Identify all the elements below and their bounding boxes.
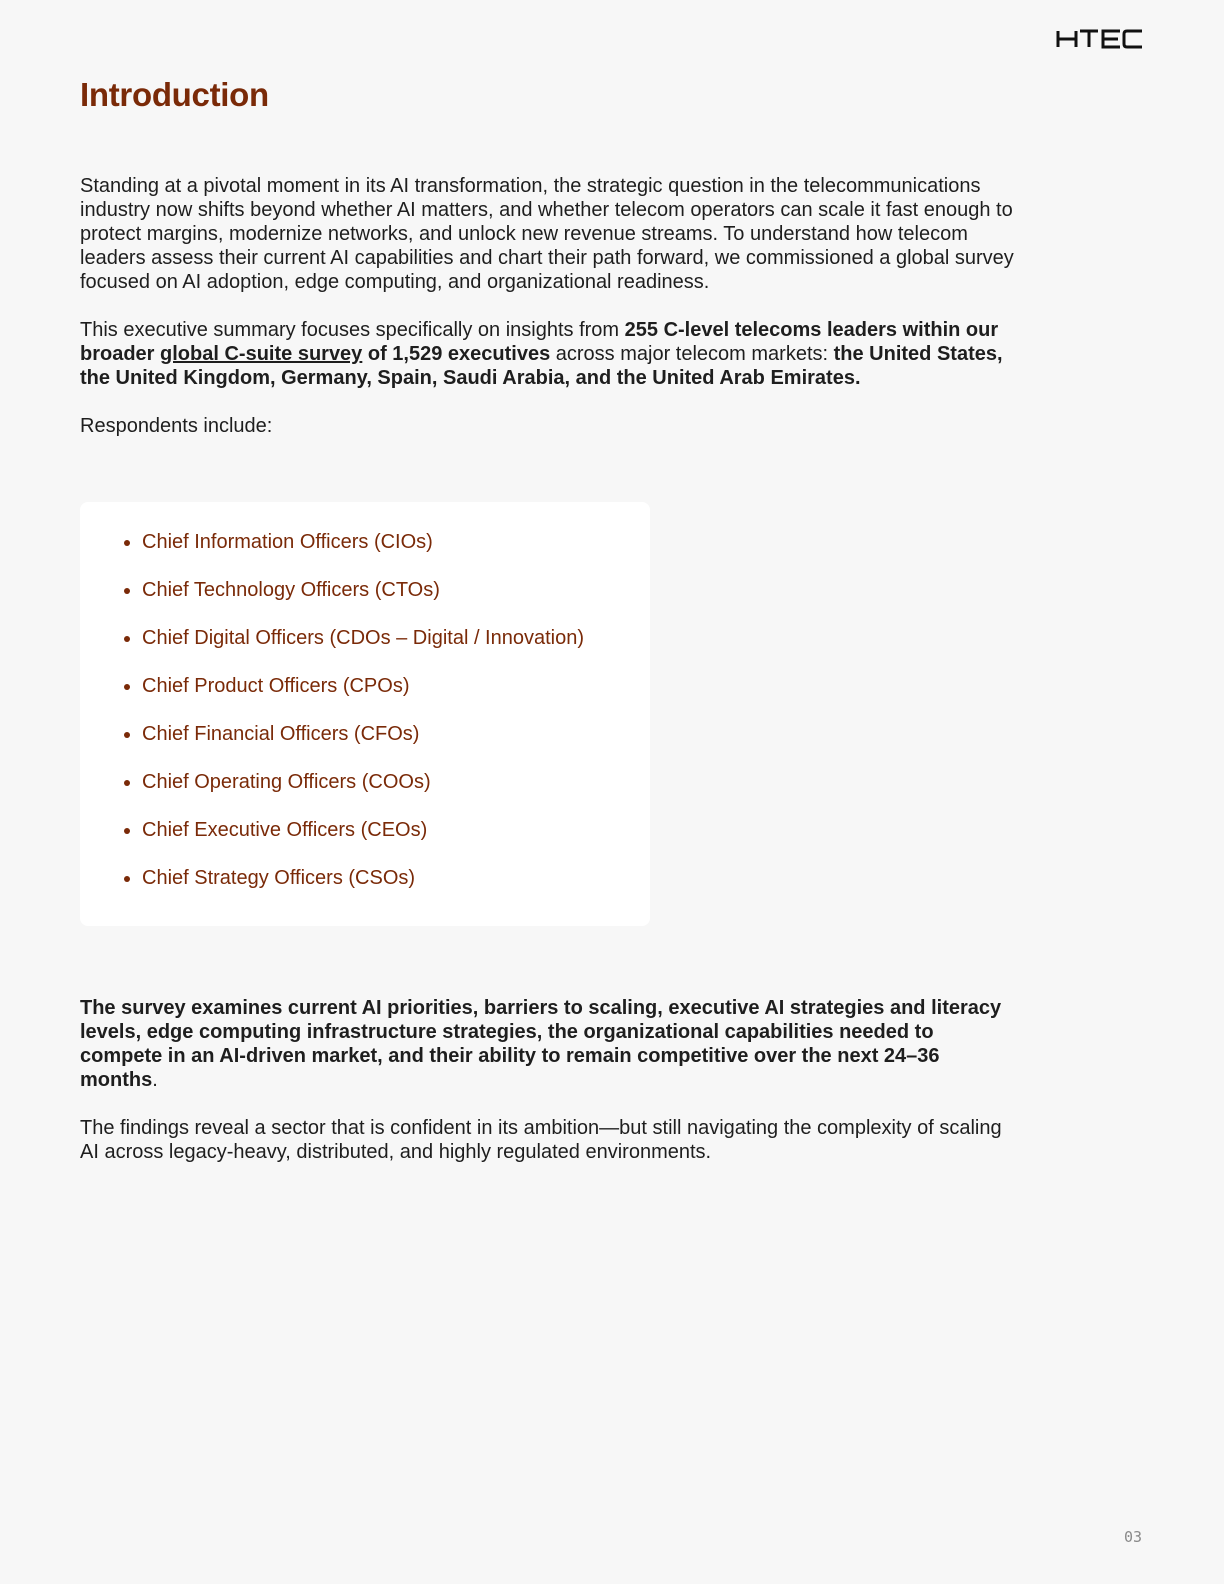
list-item: • Chief Product Officers (CPOs) <box>142 674 650 698</box>
conclusion-content <box>80 996 1020 1164</box>
summary-bold-3: the United States, the United Kingdom, Germany, Spain, Saudi Arabia, and the United Arab Emirates. <box>80 343 1003 389</box>
list-item: • Chief Financial Officers (CFOs) <box>142 722 650 746</box>
list-item: • Chief Digital Officers (CDOs – Digital / Innovation) <box>142 626 650 650</box>
intro-paragraph: Standing at a pivotal moment in its AI transformation, the strategic question in the telecommunications industry now shifts beyond whether AI matters, and whether telecom operators can scale it fast enough to protect margins, modernize networks, and unlock new revenue streams. To understand how telecom leaders assess their current AI capabilities and chart their path forward, we commissioned a global survey focused on AI adoption, edge computing, and organizational readiness. <box>80 175 1014 293</box>
logo-text <box>1056 50 1057 51</box>
list-item: • Chief Operating Officers (COOs) <box>142 770 650 794</box>
respondents-label: Respondents include: <box>80 415 273 437</box>
survey-scope-end: . <box>152 1069 158 1091</box>
survey-scope-bold: The survey examines current AI priorities, barriers to scaling, executive AI strategies and literacy levels, edge computing infrastructure strategies, the organizational capabilities needed to compete in an AI-driven market, and their ability to remain competitive over the next 24–36 months <box>80 997 1002 1091</box>
survey-scope-paragraph <box>80 996 1020 1092</box>
htec-logo-icon <box>1056 28 1144 50</box>
survey-link[interactable]: global C-suite survey <box>160 343 363 365</box>
list-item: • Chief Executive Officers (CEOs) <box>142 818 650 842</box>
respondents-card <box>80 502 650 926</box>
respondents-list <box>80 502 650 890</box>
summary-paragraph <box>80 318 1020 390</box>
htec-logo <box>1056 28 1144 50</box>
findings-paragraph: The findings reveal a sector that is confident in its ambition—but still navigating the complexity of scaling AI across legacy-heavy, distributed, and highly regulated environments. <box>80 1117 1002 1163</box>
summary-text-2: across major telecom markets: <box>550 343 834 365</box>
list-item: • Chief Information Officers (CIOs) <box>142 530 650 554</box>
intro-content <box>80 174 1020 438</box>
page-title: Introduction <box>80 76 269 113</box>
list-item: • Chief Strategy Officers (CSOs) <box>142 866 650 890</box>
summary-bold-1: 255 C-level telecoms leaders within our broader <box>80 319 999 365</box>
summary-bold-2: of 1,529 executives <box>362 343 551 365</box>
summary-text-1: This executive summary focuses specifically on insights from <box>80 319 625 341</box>
page-number: 03 <box>1124 1528 1143 1546</box>
list-item: • Chief Technology Officers (CTOs) <box>142 578 650 602</box>
